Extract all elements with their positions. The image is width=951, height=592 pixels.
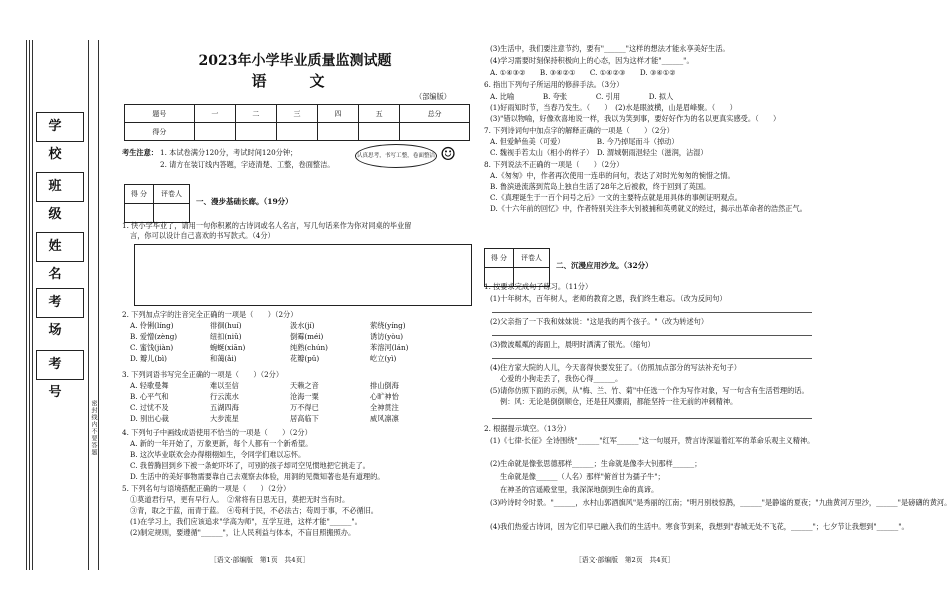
option: 徘徊(huí) (210, 321, 242, 330)
exam-room-box: 考 场 (36, 288, 84, 318)
item: (5)请你仿照下面的示例，从"梅、兰、竹、菊"中任选一个作为写作对象，写一句含有生活哲理的话。 (490, 386, 809, 395)
fill-item: 生命就是像______（人名）那样"俯首甘为孺子牛"； (500, 472, 665, 481)
option: 和蔼(ǎi) (210, 354, 237, 363)
option: D. 瓣儿(bì) (130, 354, 167, 363)
section-heading: 一、漫步基础长廊。（19分） (196, 197, 293, 206)
exam-number-box: 考 号 (36, 350, 84, 380)
question-1b: 言，你可以设计自己喜欢的书写款式。（4分） (130, 231, 275, 240)
option: D. 生活中的美好事物需要靠自己去观察去体验，用洞的见微知著也是有道理的。 (130, 472, 385, 481)
binding-strip (22, 40, 114, 570)
fill-item: (2)生命就是像张思德那样______；生命就是像李大钊那样______； (490, 459, 702, 468)
fill-item: 在神圣的宫遥殿堂里，我深深地倒到生命的真谛。 (500, 485, 659, 494)
option: 万不得已 (290, 403, 319, 412)
question-1: 1. 按要求完成句子练习。（11分） (484, 282, 593, 291)
question-line: 8. 下列说法不正确的一项是（ ）（2分） (484, 160, 624, 169)
option: 天赖之音 (290, 381, 319, 390)
question-5: 5. 下列名句与语境搭配正确的一项是（ ）（2分） (122, 484, 291, 493)
question-2: 2. 根据提示填空。（13分） (484, 424, 571, 433)
option: 五湖四海 (210, 403, 239, 412)
question-4: 4. 下列句子中画线成语使用不恰当的一项是（ ）（2分） (122, 428, 312, 437)
cloud-badge: 认真思考，书写工整，卷面整洁 (355, 144, 437, 168)
option: 倒霉(méi) (290, 332, 324, 341)
answer-box[interactable] (134, 244, 472, 306)
option: 居高临下 (290, 414, 319, 423)
question-line: A. 但爱鲈鱼美（可爱） B. 今乃掉尾而斗（掉动） (490, 137, 679, 146)
question-line: (1)好雨知时节，当春乃发生。（ ） (2)水是眼波横，山是眉峰聚。（ ） (490, 103, 737, 112)
question-2: 2. 下列加点字的注音完全正确的一项是（ ）（2分） (122, 310, 298, 319)
option: ③青，取之于蓝，而青于蓝。 ④苟利于民，不必法古；苟周于事，不必循旧。 (130, 506, 378, 515)
question-line: 6. 指出下列句子所运用的修辞手法。（3分） (484, 80, 624, 89)
item: (3)微波粼粼的海面上，晨明时洒满了银光。（缩句） (490, 340, 655, 349)
score-cell: 四 (318, 105, 359, 123)
option: A. 伶俐(líng) (130, 321, 174, 330)
option: 大步流星 (210, 414, 239, 423)
question-line: (4)学习需要时刻保持积极向上的心态，因为这样才能"______"。 (490, 56, 694, 65)
score-cell: 五 (359, 105, 400, 123)
footer-right: ［语文·部编版 第2页 共4页］ (575, 556, 675, 564)
subject-title: 语 文 (251, 72, 339, 90)
item: (2)父亲指了一下我和妹妹说："这是我的两个孩子。"（改为转述句） (490, 317, 709, 326)
option: D. 别出心裁 (130, 414, 169, 423)
option: 行云流水 (210, 392, 239, 401)
item: (1)十年树木，百年树人，老师的教育之恩，我们终生难忘。（改为反问句） (490, 294, 727, 303)
option: 难以至信 (210, 381, 239, 390)
item: (4)住方家大院的人儿，今天喜得快要发狂了。（仿照加点部分的写法补充句子） (490, 363, 741, 372)
question-line: D.《十六年前的回忆》中，作者特别关注李大钊被捕和英勇就义的经过，揭示出革命者的浩然正气。 (490, 204, 807, 213)
option: 沧海一粟 (290, 392, 319, 401)
option: 纯熟(chún) (290, 343, 328, 352)
option: B. 爱憎(zèng) (130, 332, 178, 341)
exam-title: 2023年小学毕业质量监测试题 (198, 53, 392, 69)
item: 心爱的小狗走丢了，我伤心得______。 (500, 374, 623, 383)
option: 纽扣(niǔ) (210, 332, 242, 341)
question-line: A.《匆匆》中，作者再次使用一连串的问句，表达了对时光匆匆的惋惜之情。 (490, 171, 735, 180)
edition-label: （部编版） (415, 92, 451, 101)
fill-item: (4)我们热爱古诗词，因为它们早已融入我们的生活中。寒食节到来，我想到"春城无处不飞花，______"；七夕节让我想到"______"。 (490, 522, 909, 531)
option: (1)在学习上，我们应该追求"学高为师"，互学互进，这样才能"______"。 (130, 517, 362, 526)
option: 萦绕(yíng) (370, 321, 406, 330)
option: 全神贯注 (370, 403, 399, 412)
answer-line[interactable] (492, 335, 812, 336)
fill-item: (3)吟诗时令时景。"______，水村山郭酒旗风"是秀丽的江南；"明月别枝惊鹊，______"是静谧的夏夜；"九曲黄河万里沙，______"是磅礴的黄河。 (490, 498, 951, 507)
score-cell: 三 (276, 105, 317, 123)
option: C. 蜜饯(jiàn) (130, 343, 174, 352)
option: 诱访(yòu) (370, 332, 404, 341)
question-line: C.《真理诞生于一百个问号之后》一文的主要特点就是用具体的事例证明观点。 (490, 193, 742, 202)
option: 威风凛凛 (370, 414, 399, 423)
section-heading: 二、沉漫应用沙龙。（32分） (556, 261, 653, 270)
option: 蜿蜒(xiān) (210, 343, 246, 352)
cartoon-icon: ☺ (440, 144, 457, 165)
score-cell: 二 (235, 105, 276, 123)
notice-line: 2. 请方在装订线内答题，字迹清楚、工整，卷面整洁。 (160, 160, 335, 169)
option: B. 心平气和 (130, 392, 169, 401)
option: 苯溶河(lán) (370, 343, 409, 352)
grader-box: 得 分 评卷人 (484, 248, 550, 287)
answer-line[interactable] (492, 418, 812, 419)
option: A. 轻歌曼舞 (130, 381, 169, 390)
question-line: 7. 下列诗词句中加点字的解释正确的一项是（ ）（2分） (484, 126, 674, 135)
option: 汲水(jí) (290, 321, 315, 330)
answer-line[interactable] (492, 312, 812, 313)
grader-box: 得 分 评卷人 (124, 184, 190, 223)
question-line: B. 鲁滨逊流落到荒岛上独自生活了28年之后被救，终于回到了英国。 (490, 182, 711, 191)
option: 排山倒海 (370, 381, 399, 390)
footer-left: ［语文·部编版 第1页 共4页］ (210, 556, 310, 564)
option: ①莫道君行早，更有早行人。 ②常将有日思无日，莫把无时当有时。 (130, 495, 350, 504)
question-line: C. 魏视手若太山（相小的样子） D. 渭城朝雨浥轻尘（滋润，沾湿） (490, 148, 708, 157)
score-cell: 一 (194, 105, 235, 123)
option: 心旷神怡 (370, 392, 399, 401)
notice-label: 考生注意： (122, 148, 158, 157)
question-3: 3. 下列词语书写完全正确的一项是（ ）（2分） (122, 370, 284, 379)
score-table (124, 104, 470, 141)
school-box: 学 校 (36, 112, 84, 142)
name-box: 姓 名 (36, 232, 84, 262)
score-cell: 总分 (400, 105, 470, 123)
question-1: 1. 快小学毕业了，请用一句你积累的古诗词或名人名言，写几句话来作为你对同桌的毕业留 (122, 221, 412, 230)
option: B. 这次毕业联欢会办得栩栩如生，令同学们难以忘怀。 (130, 450, 306, 459)
item: 例：风：无论是倒倒顺仓，还是狂风骤雨，都能坚持一往无前的冲刺精神。 (500, 397, 738, 406)
option: A. 新的一年开始了，万象更新，每个人都有一个新希望。 (130, 439, 313, 448)
question-line: (3)生活中，我们要注意节约，要有"______"这样的想法才能永享美好生活。 (490, 44, 730, 53)
notice-line: 1. 本试卷满分120分，考试时间120分钟； (160, 148, 298, 157)
question-line: (3)"错以物喻，好像欢喜地说一样，我以为笑到事，要好好作为的名以更真实感受。（ ） (490, 114, 781, 123)
seal-line-text: 密封线内不要答题 (90, 400, 97, 456)
score-cell: 得分 (125, 123, 195, 141)
score-cell: 题号 (125, 105, 195, 123)
class-box: 班 级 (36, 172, 84, 202)
question-line: A. ①④③② B. ③④②① C. ①④②③ D. ③④①② (490, 68, 676, 77)
option: C. 我曾腾回到乡下被一条蛇吓坏了，可别的孩子却司空见惯地把它挑走了。 (130, 461, 370, 470)
fill-item: (1)《七律·长征》全诗围绕"______"红军______"这一句展开，赞言诗深谥着红军的革命乐观主义精神。 (490, 436, 815, 445)
option: (2)制定规则，要遵循"______"，让人民利益与体本，不盲目照搬照办。 (130, 528, 356, 537)
answer-line[interactable] (492, 358, 812, 359)
option: C. 过忧不及 (130, 403, 169, 412)
question-line: A. 比喻 B. 夸张 C. 引用 D. 拟人 (490, 92, 674, 101)
option: 屹立(yì) (370, 354, 397, 363)
option: 花瓣(pǔ) (290, 354, 320, 363)
